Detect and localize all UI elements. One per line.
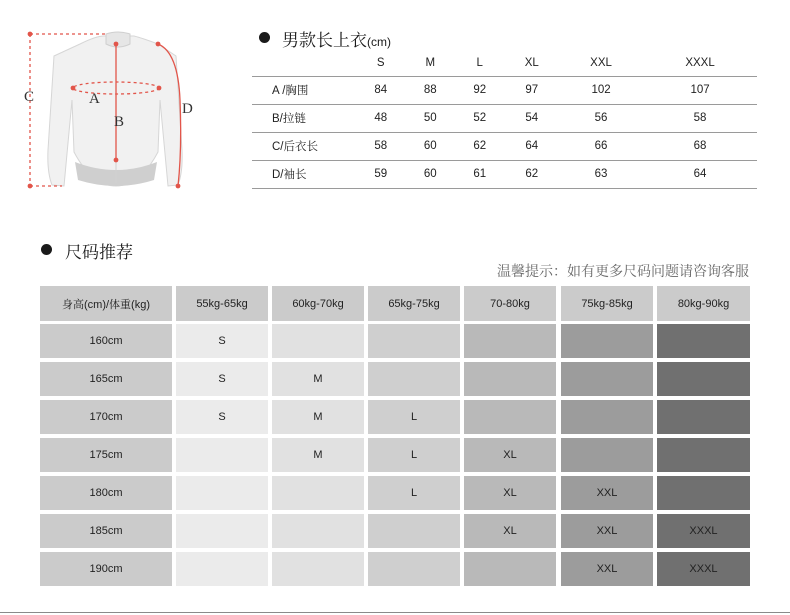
- measurement-label: D/袖长: [272, 169, 307, 181]
- size-cell: XXL: [561, 514, 653, 548]
- size-cell: [464, 552, 556, 586]
- weight-col-header: 55kg-65kg: [176, 286, 268, 321]
- size-table-row: [252, 76, 757, 104]
- measurement-value: 62: [525, 168, 539, 180]
- weight-col-header: 80kg-90kg: [657, 286, 750, 321]
- label-b: B: [114, 114, 125, 130]
- size-cell: [272, 476, 364, 510]
- size-cell: XXXL: [657, 514, 750, 548]
- size-cell: [176, 514, 268, 548]
- size-tip-text: 温馨提示：如有更多尺码问题请咨询客服: [497, 263, 749, 279]
- height-label: 170cm: [40, 400, 172, 434]
- jacket-silhouette: [48, 36, 182, 186]
- measurement-value: 102: [591, 84, 611, 96]
- size-cell: [176, 438, 268, 472]
- size-table-row: [252, 104, 757, 132]
- size-cell: M: [272, 362, 364, 396]
- size-cell: [657, 476, 750, 510]
- size-chart-title: 尺码推荐: [65, 243, 133, 262]
- size-table-row: [252, 132, 757, 160]
- size-table-header-row: [252, 51, 757, 76]
- size-cell: XL: [464, 438, 556, 472]
- measurement-value: 64: [693, 168, 707, 180]
- size-cell: L: [368, 476, 460, 510]
- size-table-corner: [252, 51, 356, 76]
- measurement-label: A /胸围: [272, 85, 309, 97]
- measurement-value: 58: [693, 112, 707, 124]
- label-d: D: [182, 101, 193, 117]
- size-cell: [368, 324, 460, 358]
- size-col-header: XXL: [590, 57, 612, 70]
- measurement-value: 66: [594, 140, 608, 152]
- measurement-label: B/拉链: [272, 113, 306, 125]
- height-label: 180cm: [40, 476, 172, 510]
- measurement-value: 50: [423, 112, 437, 124]
- measurement-value: 59: [374, 168, 388, 180]
- measurement-value: 64: [525, 140, 539, 152]
- measurement-value: 48: [374, 112, 388, 124]
- measurement-value: 56: [594, 112, 608, 124]
- weight-col-header: 65kg-75kg: [368, 286, 460, 321]
- measurement-value: 88: [423, 84, 437, 96]
- label-a: A: [89, 91, 100, 107]
- size-cell: [561, 400, 653, 434]
- size-col-header: XL: [524, 57, 539, 70]
- size-col-header: M: [425, 57, 436, 70]
- size-table-row: [252, 160, 757, 188]
- size-col-header: S: [376, 57, 385, 70]
- size-cell: [561, 362, 653, 396]
- measurement-value: 68: [693, 140, 707, 152]
- jacket-measurement-diagram: [0, 0, 240, 210]
- size-cell: [464, 362, 556, 396]
- measurement-value: 54: [525, 112, 539, 124]
- size-cell: XL: [464, 476, 556, 510]
- size-cell: S: [176, 324, 268, 358]
- height-label: 190cm: [40, 552, 172, 586]
- size-cell: [368, 362, 460, 396]
- weight-col-header: 70-80kg: [464, 286, 556, 321]
- size-cell: [561, 324, 653, 358]
- measurement-value: 62: [473, 140, 487, 152]
- grid-corner-header: 身高(cm)/体重(kg): [40, 286, 172, 321]
- size-cell: XXL: [561, 552, 653, 586]
- size-cell: [464, 324, 556, 358]
- size-cell: [657, 324, 750, 358]
- weight-col-header: 60kg-70kg: [272, 286, 364, 321]
- size-cell: [272, 514, 364, 548]
- height-label: 160cm: [40, 324, 172, 358]
- size-cell: S: [176, 362, 268, 396]
- measurement-value: 97: [525, 84, 539, 96]
- measurement-value: 52: [473, 112, 487, 124]
- measurement-value: 61: [473, 168, 487, 180]
- size-cell: [368, 552, 460, 586]
- size-cell: L: [368, 400, 460, 434]
- size-cell: L: [368, 438, 460, 472]
- label-c: C: [24, 89, 35, 105]
- size-cell: XXL: [561, 476, 653, 510]
- bullet-icon: [41, 244, 52, 255]
- size-cell: [272, 552, 364, 586]
- size-col-header: XXXL: [685, 57, 715, 70]
- size-cell: M: [272, 400, 364, 434]
- size-cell: [657, 400, 750, 434]
- size-cell: M: [272, 438, 364, 472]
- measurement-value: 107: [690, 84, 710, 96]
- size-cell: [657, 362, 750, 396]
- size-cell: XL: [464, 514, 556, 548]
- weight-col-header: 75kg-85kg: [561, 286, 653, 321]
- height-label: 175cm: [40, 438, 172, 472]
- measurement-value: 63: [594, 168, 608, 180]
- size-cell: [272, 324, 364, 358]
- size-cell: XXXL: [657, 552, 750, 586]
- size-table-title: 男款长上衣(cm): [282, 31, 391, 50]
- measurement-value: 60: [423, 168, 437, 180]
- measurement-value: 92: [473, 84, 487, 96]
- size-cell: S: [176, 400, 268, 434]
- size-cell: [657, 438, 750, 472]
- size-cell: [561, 438, 653, 472]
- bottom-divider: [0, 612, 790, 613]
- height-label: 165cm: [40, 362, 172, 396]
- size-cell: [368, 514, 460, 548]
- size-cell: [464, 400, 556, 434]
- size-col-header: L: [476, 57, 483, 70]
- measurement-value: 58: [374, 140, 388, 152]
- measurement-value: 60: [423, 140, 437, 152]
- measurement-value: 84: [374, 84, 388, 96]
- size-cell: [176, 552, 268, 586]
- measurement-label: C/后衣长: [272, 141, 318, 153]
- height-label: 185cm: [40, 514, 172, 548]
- size-cell: [176, 476, 268, 510]
- size-measurement-table: [252, 51, 757, 189]
- bullet-icon: [259, 32, 270, 43]
